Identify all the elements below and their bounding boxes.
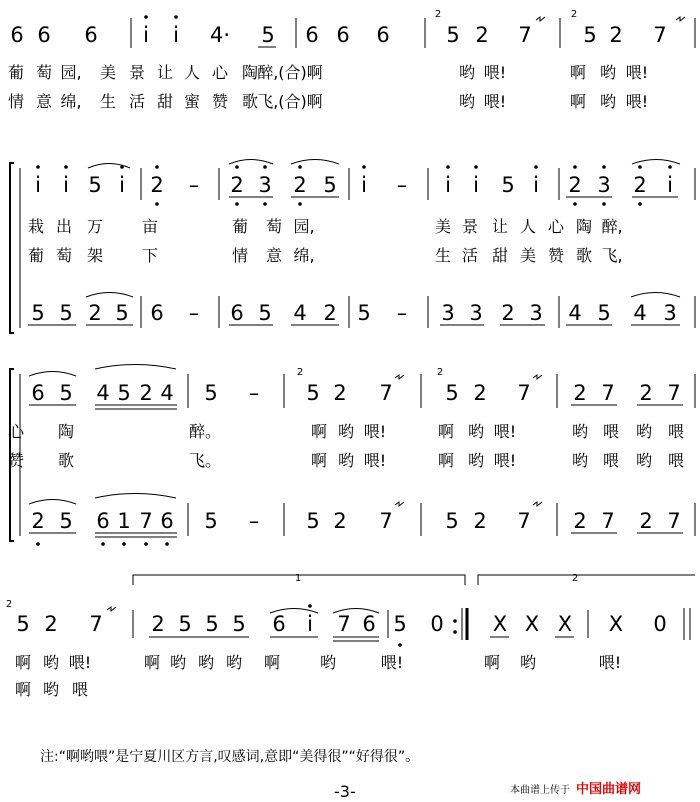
lyric-verse-1: 园, [60,63,82,82]
note-lower: 6 [96,509,110,533]
octave-dot [101,542,105,546]
lyric-verse-1: 哟 [42,653,60,672]
slur [86,293,133,298]
lyric-verse-1: 喂 [667,422,685,441]
note: i [173,23,179,47]
lyric-verse-2: 活 [128,92,146,111]
note: 0 [430,612,444,636]
lyric-verse-2: 歌 [575,246,593,265]
octave-dot [573,165,577,169]
note-upper: i [361,173,367,197]
lyric-verse-2: 啊 [14,680,32,699]
slur [291,160,339,165]
lyric-verse-1: 喂! [380,653,404,672]
octave-dot [398,643,402,647]
octave-dot [638,202,642,206]
note-lower: 4 [633,301,647,325]
lyric-verse-1: 美 [99,63,117,82]
lyric-verse-2: 生 [99,92,117,111]
octave-dot [235,202,239,206]
note-lower: 2 [31,509,45,533]
note-upper: 3 [597,173,611,197]
lyric-verse-1: 哟 [635,422,653,441]
octave-dot [165,542,169,546]
lyric-verse-2: 啊 [310,451,328,470]
lyric-verse-2: 啊 [569,92,587,111]
slur [29,372,76,377]
lyric-verse-2: 哟 [42,680,60,699]
footnote: 注:“啊哟喂”是宁夏川区方言,叹感词,意即“美得很”“好得很”。 [40,749,420,765]
lyric-verse-2: 架 [86,246,104,265]
upload-credit [510,778,641,797]
note-lower: 5 [204,509,218,533]
note: 5 [205,612,219,636]
lyric-verse-1: 葡 [7,63,25,82]
lyric-verse-2: 赞 [211,92,229,111]
lyric-verse-1: 园, [293,217,315,236]
octave-dot [638,165,642,169]
note-lower: 1 [117,509,131,533]
ending-bracket-2 [478,575,695,585]
breath-mark [395,502,404,506]
octave-dot [453,630,457,634]
lyric-verse-2: 喂! [363,451,387,470]
octave-dot [64,165,68,169]
lyric-verse-1: 让 [491,217,509,236]
note-lower: 7 [601,509,615,533]
note-lower: 2 [639,509,653,533]
lyric-verse-1: 出 [55,217,73,236]
lyric-verse-2: 哟 [467,451,485,470]
lyric-verse-2: 生 [434,246,452,265]
lyric-verse-2: 喂 [602,451,620,470]
lyric-verse-1: 哟 [571,422,589,441]
breath-mark [536,17,545,21]
note: 6 [84,23,98,47]
lyric-verse-1: 啊 [483,653,501,672]
lyric-verse-2: 哟 [337,451,355,470]
page-number: -3- [334,782,356,801]
lyric-verse-1: 葡 [231,217,249,236]
note-lower: – [248,509,260,533]
lyric-verse-2: 啊 [437,451,455,470]
note: 7 [89,612,103,636]
note: 6 [10,23,24,47]
note-lower: 7 [139,509,153,533]
grace-note: 2 [434,9,442,20]
note: 6 [272,612,286,636]
note: 6 [305,23,319,47]
octave-dot [122,542,126,546]
lyric-verse-2: 蜜 [183,92,201,111]
lyric-verse-1: 心 [547,217,565,236]
note-lower: 6 [150,301,164,325]
note-lower: 4 [293,301,307,325]
octave-dot [298,165,302,169]
lyric-verse-1: 啊 [143,653,161,672]
note-lower: 7 [379,509,393,533]
note: 2 [475,23,489,47]
note: 5 [178,612,192,636]
lyric-verse-1: 哟 [197,653,215,672]
lyric-verse-1: 啊 [14,653,32,672]
note-upper: 2 [139,381,153,405]
octave-dot [602,165,606,169]
note-upper: 2 [639,381,653,405]
lyric-verse-1: 啊 [437,422,455,441]
note-upper: – [248,381,260,405]
note-lower: 5 [445,509,459,533]
lyric-verse-2: 哟 [599,92,617,111]
system-bracket [10,163,14,333]
lyric-verse-2: 歌 [241,92,259,111]
note: 5 [16,612,30,636]
lyric-verse-2: 飞, [601,246,623,265]
lyric-verse-1: 心 [211,63,229,82]
lyric-verse-1: 景 [128,63,146,82]
lyric-verse-2: 活 [461,246,479,265]
octave-dot [602,202,606,206]
octave-dot [235,165,239,169]
octave-dot [534,165,538,169]
lyric-verse-1: 让 [156,63,174,82]
lyric-verse-2: 绵, [60,92,82,111]
note-upper: 2 [473,381,487,405]
note-lower: 5 [306,509,320,533]
note-upper: 4 [160,381,174,405]
note-upper: i [63,173,69,197]
note: 6 [336,23,350,47]
octave-dot [453,619,457,623]
lyric-verse-2: 情 [7,92,25,111]
note-upper: 5 [445,381,459,405]
note-upper: 4 [96,381,110,405]
octave-dot [144,542,148,546]
lyric-verse-1: 哟 [519,653,537,672]
octave-dot [36,542,40,546]
octave-dot [446,165,450,169]
note-upper: 7 [601,381,615,405]
lyric-verse-2: 意 [35,92,53,111]
lyric-verse-1: 陶 [575,217,593,236]
note-upper: 5 [306,381,320,405]
lyric-verse-1: 醉, [601,217,623,236]
note: 5 [232,612,246,636]
lyric-verse-1: 哟 [458,63,476,82]
note: 5 [393,612,407,636]
lyric-verse-2: 甜 [156,92,174,111]
lyric-verse-1: 喂! [625,63,649,82]
lyric-verse-1: 哟 [319,653,337,672]
lyric-verse-2: 喂 [667,451,685,470]
lyric-verse-1: 喂! [483,63,507,82]
note: 6 [37,23,51,47]
lyric-verse-1: 啊 [310,422,328,441]
note-lower: 2 [323,301,337,325]
note: X [608,612,624,636]
lyric-verse-1: 萄 [35,63,53,82]
note-upper: i [667,173,673,197]
note-lower: 4 [568,301,582,325]
lyric-verse-2: 绵, [293,246,315,265]
note-lower: 2 [473,509,487,533]
lyric-verse-1: 喂! [493,422,517,441]
note: i [307,612,313,636]
lyric-verse-1: 哟 [225,653,243,672]
lyric-verse-2: 下 [141,246,159,265]
lyric-verse-1: 人 [183,63,201,82]
note-lower: 5 [31,301,45,325]
note-lower: 5 [59,509,73,533]
lyric-verse-2: 喂! [493,451,517,470]
note-lower: 5 [357,301,371,325]
octave-dot [362,165,366,169]
note-lower: 5 [59,301,73,325]
lyric-verse-2: 美 [519,246,537,265]
lyric-verse-2: 甜 [491,246,509,265]
note: 0 [653,612,667,636]
grace-note: 2 [570,9,578,20]
breath-mark [533,502,542,506]
lyric-verse-2: 飞,(合)啊 [257,92,323,111]
note: X [492,612,508,636]
note-upper: 6 [31,381,45,405]
octave-dot [155,165,159,169]
note-upper: 7 [667,381,681,405]
note: 5 [261,23,275,47]
breath-mark [676,17,685,21]
slur [95,365,176,370]
lyric-verse-2: 歌 [57,451,75,470]
lyric-verse-1: 景 [461,217,479,236]
note-upper: 2 [230,173,244,197]
lyric-verse-1: 哟 [169,653,187,672]
note-lower: – [396,301,408,325]
lyric-verse-2: 哟 [635,451,653,470]
note: 4· [209,23,231,47]
note-lower: 6 [230,301,244,325]
note: X [557,612,573,636]
lyric-verse-2: 哟 [458,92,476,111]
note-upper: 5 [59,381,73,405]
note: X [524,612,540,636]
note: 5 [583,23,597,47]
note-lower: 3 [663,301,677,325]
note-lower: 5 [115,301,129,325]
ending-number: 2 [571,573,579,584]
note-upper: 5 [117,381,131,405]
lyric-verse-2: 喂 [71,680,89,699]
lyric-verse-1: 陶 [57,422,75,441]
note: 2 [151,612,165,636]
octave-dot [155,202,159,206]
grace-note: 2 [296,367,304,378]
note-upper: 2 [633,173,647,197]
lyric-verse-1: 哟 [337,422,355,441]
note-lower: 5 [597,301,611,325]
lyric-verse-2: 哟 [571,451,589,470]
lyric-verse-1: 啊 [263,653,281,672]
credit-text: 本曲谱上传于 [510,785,570,796]
slur [631,293,680,298]
note-upper: 2 [293,173,307,197]
note: 6 [376,23,390,47]
octave-dot [308,604,312,608]
lyric-verse-2: 葡 [27,246,45,265]
slur [29,500,76,505]
lyric-verse-2: 喂! [625,92,649,111]
note-upper: 2 [150,173,164,197]
note-lower: 2 [333,509,347,533]
octave-dot [298,202,302,206]
lyric-verse-1: 哟 [599,63,617,82]
lyric-verse-2: 飞。 [188,451,222,470]
note: 7 [518,23,532,47]
lyric-verse-1: 人 [519,217,537,236]
note-upper: – [396,173,408,197]
octave-dot [144,15,148,19]
grace-note: 2 [5,599,13,610]
note-lower: 3 [529,301,543,325]
note-upper: 7 [379,381,393,405]
lyric-verse-1: 喂! [598,653,622,672]
note: 5 [446,23,460,47]
slur [95,494,176,499]
lyric-verse-1: 陶 [241,63,259,82]
note-upper: 5 [501,173,515,197]
lyric-verse-1: 醉,(合)啊 [257,63,323,82]
breath-mark [533,375,542,379]
lyric-verse-1: 亩 [141,217,159,236]
lyric-verse-2: 赞 [547,246,565,265]
octave-dot [263,165,267,169]
note: 6 [362,612,376,636]
octave-dot [174,15,178,19]
octave-dot [668,165,672,169]
note-upper: i [35,173,41,197]
lyric-verse-1: 哟 [467,422,485,441]
note: 7 [653,23,667,47]
note: 2 [609,23,623,47]
ending-number: 1 [294,573,302,584]
note-lower: 2 [88,301,102,325]
lyric-verse-1: 心 [7,422,25,441]
lyric-verse-2: 萄 [55,246,73,265]
lyric-verse-1: 啊 [569,63,587,82]
note-lower: 3 [441,301,455,325]
note-upper: 3 [258,173,272,197]
lyric-verse-2: 意 [265,246,283,265]
note-upper: 7 [517,381,531,405]
breath-mark [395,375,404,379]
note-lower: 3 [469,301,483,325]
note-upper: – [188,173,200,197]
lyric-verse-1: 喂! [363,422,387,441]
lyric-verse-2: 喂! [483,92,507,111]
note-upper: 5 [323,173,337,197]
lyric-verse-2: 情 [231,246,249,265]
note: 2 [44,612,58,636]
note-upper: 2 [568,173,582,197]
note-lower: 7 [667,509,681,533]
note-upper: i [473,173,479,197]
note-upper: 5 [204,381,218,405]
note-upper: i [445,173,451,197]
note-lower: 5 [258,301,272,325]
octave-dot [573,202,577,206]
lyric-verse-1: 醉。 [188,422,222,441]
lyric-verse-1: 万 [86,217,104,236]
lyric-verse-1: 萄 [265,217,283,236]
slur [632,160,680,165]
grace-note: 2 [436,367,444,378]
lyric-verse-2: 赞 [7,451,25,470]
note-upper: 2 [333,381,347,405]
note: i [143,23,149,47]
note-lower: 2 [501,301,515,325]
lyric-verse-1: 美 [434,217,452,236]
octave-dot [263,202,267,206]
note-upper: i [533,173,539,197]
note-upper: 2 [573,381,587,405]
breath-mark [107,607,116,611]
lyric-verse-1: 喂! [68,653,92,672]
note-lower: 7 [517,509,531,533]
note-lower: 2 [573,509,587,533]
note: 7 [337,612,351,636]
note-upper: i [119,173,125,197]
lyric-verse-1: 栽 [27,217,45,236]
note-lower: 6 [160,509,174,533]
octave-dot [36,165,40,169]
octave-dot [474,165,478,169]
note-upper: 5 [88,173,102,197]
site-logo-text: 中国曲谱网 [576,782,642,797]
slur [229,160,273,165]
note-lower: – [188,301,200,325]
lyric-verse-1: 喂 [602,422,620,441]
